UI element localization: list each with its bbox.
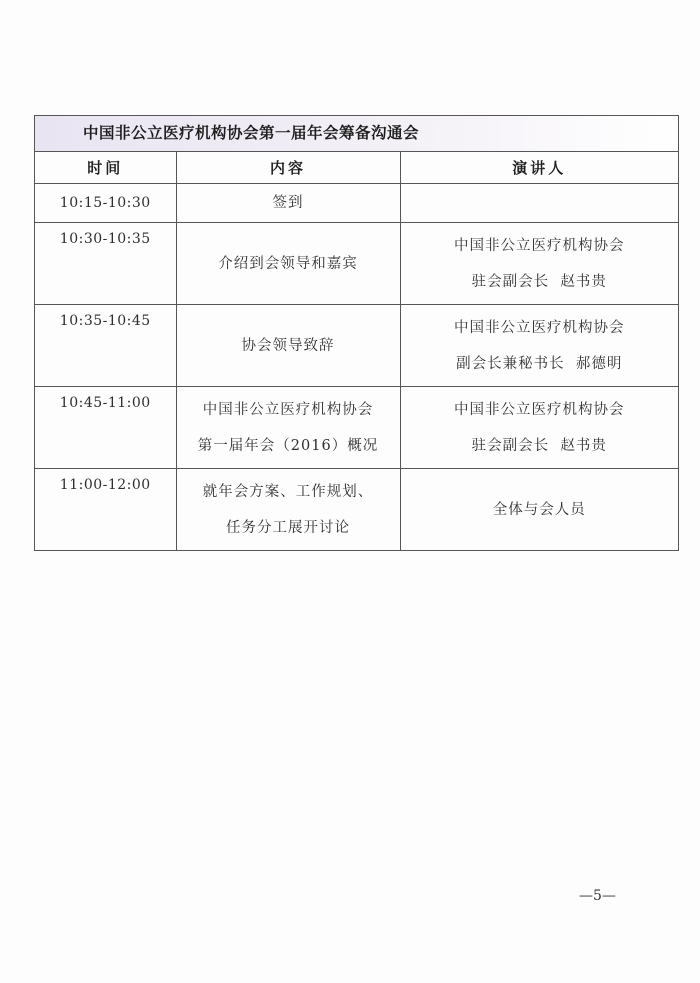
time-cell: 10:35-10:45 [35, 305, 176, 387]
content-cell [176, 387, 400, 469]
speaker-line: 中国非公立医疗机构协会 [454, 401, 625, 418]
page-number: —5— [579, 888, 616, 904]
content-cell [176, 469, 400, 551]
time-cell: 11:00-12:00 [35, 469, 176, 551]
time-cell: 10:45-11:00 [35, 387, 176, 469]
header-content: 内容 [176, 152, 400, 184]
speaker-cell [400, 305, 678, 387]
speaker-cell [400, 469, 678, 551]
speaker-line: 驻会副会长 赵书贵 [471, 273, 607, 290]
content-cell [176, 184, 400, 223]
table-row [35, 223, 678, 305]
speaker-line: 中国非公立医疗机构协会 [454, 319, 625, 336]
content-line: 就年会方案、工作规划、 [202, 483, 374, 500]
time-cell: 10:15-10:30 [35, 184, 176, 223]
speaker-line: 副会长兼秘书长 郝德明 [456, 355, 623, 372]
table-row [35, 184, 678, 223]
table-row [35, 305, 678, 387]
content-line: 协会领导致辞 [241, 337, 335, 354]
header-time: 时间 [35, 152, 176, 184]
content-cell [176, 223, 400, 305]
agenda-table [34, 115, 679, 551]
content-line: 任务分工展开讨论 [226, 519, 350, 536]
content-cell [176, 305, 400, 387]
table-row [35, 387, 678, 469]
content-line: 签到 [272, 195, 304, 211]
speaker-cell [400, 184, 678, 223]
table-row [35, 469, 678, 551]
table-header-row [35, 152, 678, 184]
schedule-table [35, 152, 678, 550]
speaker-line: 中国非公立医疗机构协会 [454, 237, 625, 254]
speaker-cell [400, 223, 678, 305]
content-line: 第一届年会（2016）概况 [197, 437, 379, 454]
header-speaker: 演讲人 [400, 152, 678, 184]
content-line: 介绍到会领导和嘉宾 [218, 255, 358, 272]
speaker-line: 驻会副会长 赵书贵 [471, 437, 607, 454]
time-cell: 10:30-10:35 [35, 223, 176, 305]
content-line: 中国非公立医疗机构协会 [202, 401, 374, 418]
agenda-title: 中国非公立医疗机构协会第一届年会筹备沟通会 [35, 116, 678, 152]
speaker-cell [400, 387, 678, 469]
speaker-line: 全体与会人员 [492, 501, 586, 518]
